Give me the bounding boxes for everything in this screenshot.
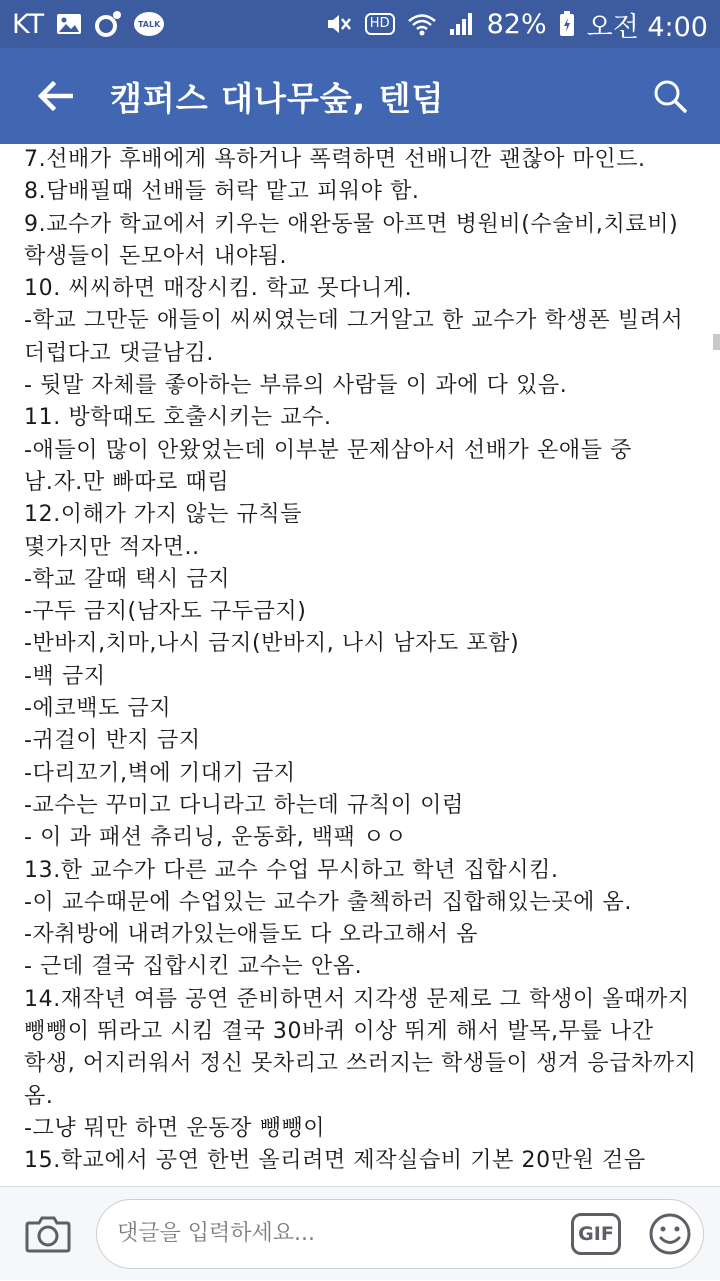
post-line: -애들이 많이 안왔었는데 이부분 문제삼아서 선배가 온애들 중 (24, 437, 632, 463)
talk-icon: TALK (134, 12, 164, 36)
post-line: 학생들이 돈모아서 내야됨. (24, 243, 288, 269)
post-line: -다리꼬기,벽에 기대기 금지 (24, 760, 296, 786)
page-title: 캠퍼스 대나무숲, 텐덤 (110, 78, 445, 118)
kakaotalk-icon (94, 10, 122, 38)
post-line: 8.담배필때 선배들 허락 맡고 피워야 함. (24, 179, 420, 205)
app-bar (0, 48, 720, 144)
image-icon (56, 12, 82, 36)
post-line: 남.자.만 빠따로 때림 (24, 469, 230, 495)
post-body[interactable] (0, 144, 720, 1186)
clock: 오전 4:00 (586, 11, 708, 43)
post-line: 뺑뺑이 뛰라고 시킴 결국 30바퀴 이상 뛰게 해서 발목,무릎 나간 (24, 1019, 654, 1045)
camera-icon (25, 1214, 71, 1254)
post-line: -그냥 뭐만 하면 운동장 뺑뺑이 (24, 1115, 326, 1141)
post-line: -에코백도 금지 (24, 696, 172, 722)
post-line: 몇가지만 적자면.. (24, 534, 200, 560)
post-line: -교수는 꾸미고 다니라고 하는데 규칙이 이럼 (24, 792, 464, 818)
post-line: 14.재작년 여름 공연 준비하면서 지각생 문제로 그 학생이 올때까지 (24, 986, 690, 1012)
post-line: 13.한 교수가 다른 교수 수업 무시하고 학년 집합시킴. (24, 857, 559, 883)
post-line: - 근데 결국 집합시킨 교수는 안옴. (24, 954, 363, 980)
post-line: 10. 씨씨하면 매장시킴. 학교 못다니게. (24, 276, 413, 302)
post-line: 12.이해가 가지 않는 규칙들 (24, 502, 303, 528)
post-line: -학교 그만둔 애들이 씨씨였는데 그거알고 한 교수가 학생폰 빌려서 (24, 308, 684, 334)
post-line: 15.학교에서 공연 한번 올리려면 제작실습비 기본 20만원 걷음 (24, 1148, 646, 1174)
battery-icon (559, 11, 575, 37)
post-line: -자취방에 내려가있는애들도 다 오라고해서 옴 (24, 922, 479, 948)
post-line: 학생, 어지러워서 정신 못차리고 쓰러지는 학생들이 생겨 응급차까지 (24, 1051, 697, 1077)
signal-icon (449, 12, 475, 36)
post-line: 7.선배가 후배에게 욕하거나 폭력하면 선배니깐 괜찮아 마인드. (24, 147, 646, 172)
battery-percent: 82% (486, 8, 547, 40)
post-text (24, 144, 714, 1178)
mute-icon (325, 11, 353, 37)
gif-icon: GIF (578, 1222, 614, 1245)
camera-button[interactable] (0, 1187, 96, 1281)
post-line: -이 교수때문에 수업있는 교수가 출첵하러 집합해있는곳에 옴. (24, 889, 632, 915)
carrier-label: KT (12, 8, 45, 40)
status-bar (0, 0, 720, 48)
post-line: -반바지,치마,나시 금지(반바지, 나시 남자도 포함) (24, 631, 520, 657)
back-arrow-icon (37, 81, 73, 111)
gif-button[interactable] (571, 1213, 621, 1255)
comment-bar (0, 1186, 720, 1280)
emoji-button[interactable] (647, 1211, 693, 1257)
post-line: -구두 금지(남자도 구두금지) (24, 599, 307, 625)
post-line: -학교 갈때 택시 금지 (24, 566, 231, 592)
post-line: - 이 과 패션 츄리닝, 운동화, 백팩 ㅇㅇ (24, 825, 407, 851)
wifi-icon (407, 12, 437, 36)
post-line: 옴. (24, 1083, 54, 1109)
scrollbar[interactable] (713, 334, 720, 350)
comment-input-wrap (96, 1199, 704, 1269)
comment-input[interactable] (115, 1220, 571, 1247)
status-right (325, 5, 708, 44)
post-line: -백 금지 (24, 663, 106, 689)
hd-icon: HD (365, 13, 395, 35)
back-button[interactable] (0, 48, 110, 144)
post-line: 9.교수가 학교에서 키우는 애완동물 아프면 병원비(수술비,치료비) (24, 211, 679, 237)
post-line: 더럽다고 댓글남김. (24, 340, 215, 366)
post-line: - 뒷말 자체를 좋아하는 부류의 사람들 이 과에 다 있음. (24, 373, 568, 399)
search-icon (653, 79, 687, 113)
search-button[interactable] (620, 48, 720, 144)
post-line: -귀걸이 반지 금지 (24, 728, 201, 754)
emoji-icon (648, 1212, 692, 1256)
status-left (12, 9, 164, 40)
post-line: 11. 방학때도 호출시키는 교수. (24, 405, 332, 431)
